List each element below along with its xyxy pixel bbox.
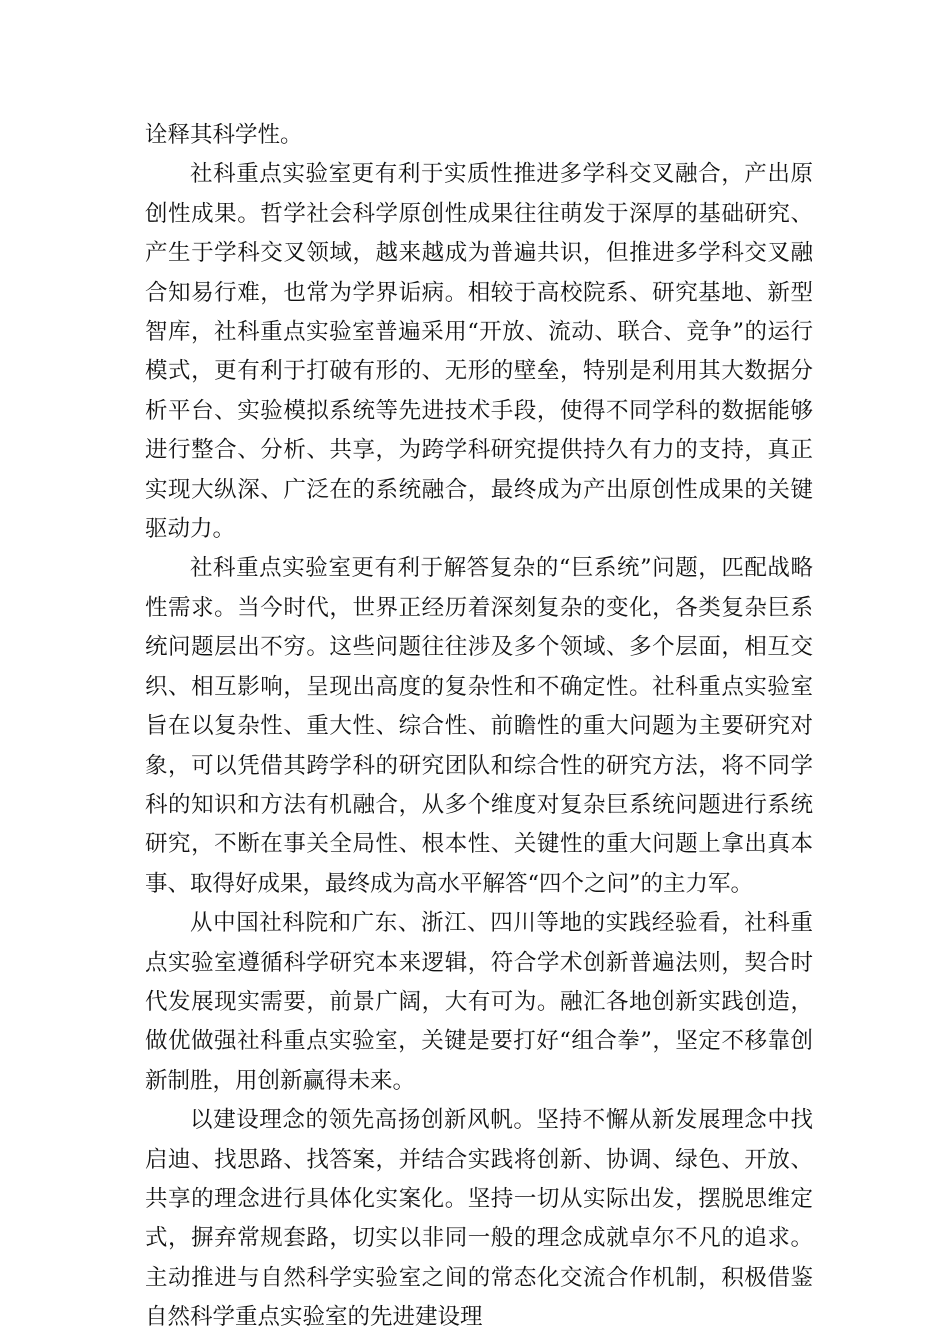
paragraph-1: 诠释其科学性。 [145,122,303,148]
document-body [145,116,813,1338]
paragraph-3: 社科重点实验室更有利于解答复杂的“巨系统”问题，匹配战略性需求。当今时代，世界正经历着深刻复杂的变化，各类复杂巨系统问题层出不穷。这些问题往往涉及多个领域、多个层面，相互交织、相互影响，呈现出高度的复杂性和不确定性。社科重点实验室旨在以复杂性、重大性、综合性、前瞻性的重大问题为主要研究对象，可以凭借其跨学科的研究团队和综合性的研究方法，将不同学科的知识和方法有机融合，从多个维度对复杂巨系统问题进行系统研究，不断在事关全局性、根本性、关键性的重大问题上拿出真本事、取得好成果，最终成为高水平解答“四个之问”的主力军。 [145,555,813,897]
paragraph-2: 社科重点实验室更有利于实质性推进多学科交叉融合，产出原创性成果。哲学社会科学原创性成果往往萌发于深厚的基础研究、产生于学科交叉领域，越来越成为普遍共识，但推进多学科交叉融合知易行难，也常为学界诟病。相较于高校院系、研究基地、新型智库，社科重点实验室普遍采用“开放、流动、联合、竞争”的运行模式，更有利于打破有形的、无形的壁垒，特别是利用其大数据分析平台、实验模拟系统等先进技术手段，使得不同学科的数据能够进行整合、分析、共享，为跨学科研究提供持久有力的支持，真正实现大纵深、广泛在的系统融合，最终成为产出原创性成果的关键驱动力。 [145,161,813,543]
paragraph-4: 从中国社科院和广东、浙江、四川等地的实践经验看，社科重点实验室遵循科学研究本来逻辑，符合学术创新普遍法则，契合时代发展现实需要，前景广阔，大有可为。融汇各地创新实践创造，做优做强社科重点实验室，关键是要打好“组合拳”，坚定不移靠创新制胜，用创新赢得未来。 [145,910,813,1094]
paragraph-5: 以建设理念的领先高扬创新风帆。坚持不懈从新发展理念中找启迪、找思路、找答案，并结合实践将创新、协调、绿色、开放、共享的理念进行具体化实案化。坚持一切从实际出发，摆脱思维定式，摒弃常规套路，切实以非同一般的理念成就卓尔不凡的追求。主动推进与自然科学实验室之间的常态化交流合作机制，积极借鉴自然科学重点实验室的先进建设理 [145,1107,813,1331]
